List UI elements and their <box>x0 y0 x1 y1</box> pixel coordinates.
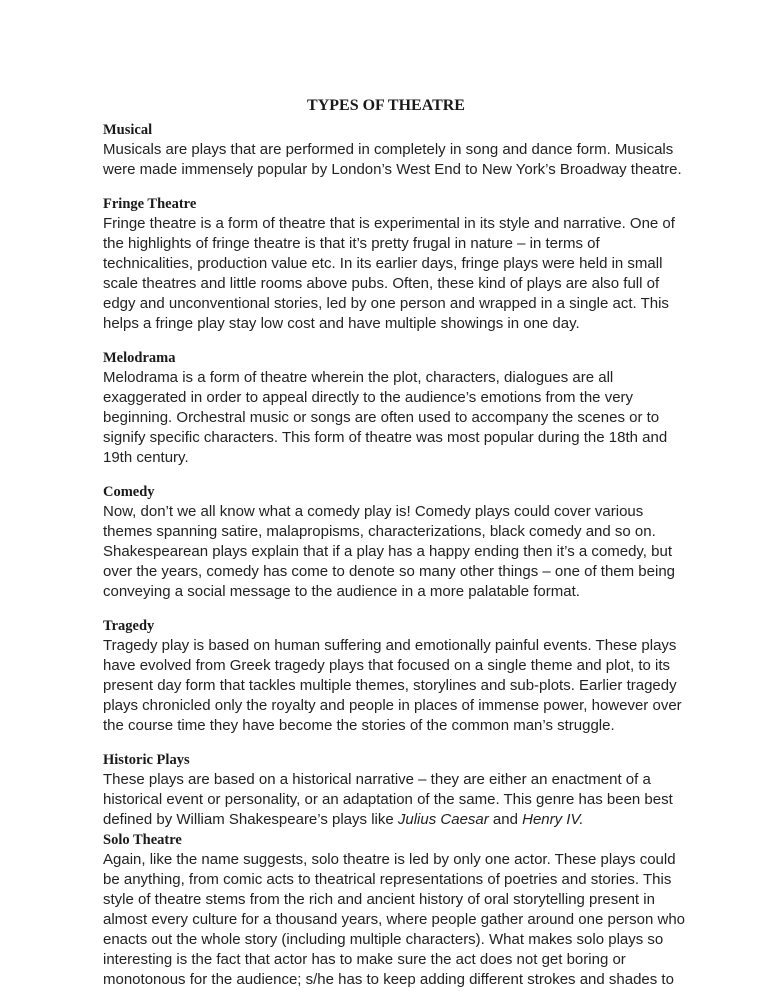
body-text-line: Tragedy play is based on human suffering and emotionally painful events. These plays <box>103 637 677 654</box>
section-melodrama <box>103 348 723 468</box>
document-title: TYPES OF THEATRE <box>307 97 465 114</box>
body-text-line: plays chronicled only the royalty and people in places of immense power, however over <box>103 697 682 714</box>
section-historic-plays <box>103 750 723 830</box>
body-text-line: 19th century. <box>103 449 189 466</box>
text-segment: defined by William Shakespeare’s plays like <box>103 811 398 828</box>
body-text-line: interesting is the fact that actor has to make sure the act does not get boring or <box>103 951 626 968</box>
body-text-line: scale theatres and little rooms above pubs. Often, these kind of plays are also full of <box>103 275 660 292</box>
body-text-line: exaggerated in order to appeal directly to the audience’s emotions from the very <box>103 389 634 406</box>
body-text-line: helps a fringe play stay low cost and have multiple showings in one day. <box>103 315 580 332</box>
section-fringe-theatre <box>103 194 723 334</box>
body-text-line: Musicals are plays that are performed in completely in song and dance form. Musicals <box>103 141 674 158</box>
body-text-line: Again, like the name suggests, solo theatre is led by only one actor. These plays could <box>103 851 676 868</box>
section-heading: Tragedy <box>103 618 155 634</box>
body-text-line: almost every culture for a thousand years, where people gather around one person who <box>103 911 686 928</box>
section-comedy <box>103 482 723 602</box>
section-solo-theatre <box>103 830 723 990</box>
sections-container <box>103 120 723 990</box>
body-text-line: These plays are based on a historical narrative – they are either an enactment of a <box>103 771 651 788</box>
section-musical <box>103 120 723 180</box>
section-heading: Musical <box>103 122 153 138</box>
body-text-line: themes spanning satire, malapropisms, characterizations, black comedy and so on. <box>103 523 656 540</box>
body-text-line: be anything, from comic acts to theatrical representations of poetries and stories. This <box>103 871 672 888</box>
body-text-line: monotonous for the audience; s/he has to keep adding different strokes and shades to <box>103 971 674 988</box>
body-text-line: Shakespearean plays explain that if a play has a happy ending then it’s a comedy, but <box>103 543 672 560</box>
text-segment: and <box>488 811 523 828</box>
body-text-line: enacts out the whole story (including multiple characters). What makes solo plays so <box>103 931 664 948</box>
body-text-line: style of theatre stems from the rich and ancient history of oral storytelling present in <box>103 891 655 908</box>
section-tragedy <box>103 616 723 736</box>
section-heading: Melodrama <box>103 350 176 366</box>
body-text-line: present day form that tackles multiple themes, storylines and sub-plots. Earlier tragedy <box>103 677 677 694</box>
body-text-line: technicalities, production value etc. In its earlier days, fringe plays were held in small <box>103 255 663 272</box>
body-text-line: Melodrama is a form of theatre wherein the plot, characters, dialogues are all <box>103 369 614 386</box>
body-text-line <box>103 810 723 830</box>
body-text-line: edgy and unconventional stories, led by one person and wrapped in a single act. This <box>103 295 669 312</box>
section-heading: Comedy <box>103 484 155 500</box>
body-text-line: Fringe theatre is a form of theatre that is experimental in its style and narrative. One of <box>103 215 675 232</box>
section-heading: Solo Theatre <box>103 832 182 848</box>
body-text-line: beginning. Orchestral music or songs are often used to accompany the scenes or to <box>103 409 660 426</box>
section-heading: Fringe Theatre <box>103 196 197 212</box>
body-text-line: the highlights of fringe theatre is that it’s pretty frugal in nature – in terms of <box>103 235 600 252</box>
body-text-line: were made immensely popular by London’s West End to New York’s Broadway theatre. <box>103 161 682 178</box>
body-text-line: over the years, comedy has come to denote so many other things – one of them being <box>103 563 675 580</box>
body-text-line: signify specific characters. This form of theatre was most popular during the 18th and <box>103 429 668 446</box>
body-text-line: conveying a social message to the audience in a more palatable format. <box>103 583 580 600</box>
body-text-line: historical event or personality, or an adaptation of the same. This genre has been best <box>103 791 673 808</box>
document-page <box>103 96 723 1004</box>
section-heading: Historic Plays <box>103 752 190 768</box>
body-text-line: Now, don’t we all know what a comedy play is! Comedy plays could cover various <box>103 503 644 520</box>
body-text-line: the course time they have become the stories of the common man’s struggle. <box>103 717 615 734</box>
body-text-line: have evolved from Greek tragedy plays that focused on a single theme and plot, to its <box>103 657 670 674</box>
italic-title-text: Julius Caesar <box>397 811 489 828</box>
italic-title-text: Henry IV. <box>522 811 584 828</box>
